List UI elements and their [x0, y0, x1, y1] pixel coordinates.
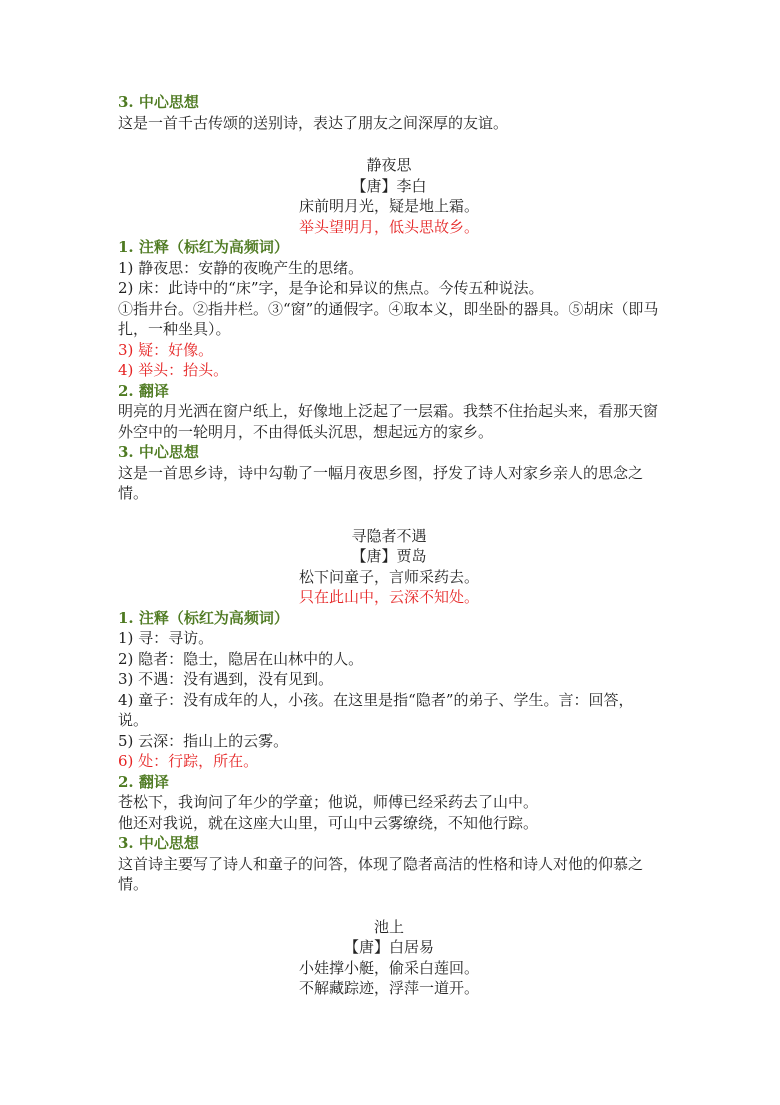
document-content: [118, 92, 660, 999]
note-item: 6) 处：行踪，所在。: [118, 752, 259, 770]
poem-block: [118, 155, 660, 504]
note-item: 2) 隐者：隐士，隐居在山林中的人。: [118, 649, 364, 668]
note-item: 4) 举头：抬头。: [118, 361, 229, 379]
notes-heading: 1. 注释（标红为高频词）: [118, 238, 289, 256]
poem-highlight-line: 只在此山中，云深不知处。: [298, 588, 479, 606]
poem-block: [118, 917, 660, 999]
note-item: 3) 不遇：没有遇到，没有见到。: [118, 670, 334, 688]
poem-block: [118, 526, 660, 895]
poem-title: 寻隐者不遇: [351, 526, 427, 545]
poem-title: 池上: [373, 917, 404, 936]
translation-text: 明亮的月光洒在窗户纸上，好像地上泛起了一层霜。我禁不住抬起头来，看那天窗外空中的一轮明月，不由得低头沉思，想起远方的家乡。: [118, 402, 659, 441]
poem-author: 【唐】贾岛: [351, 547, 427, 565]
section-heading: 3. 中心思想: [118, 93, 199, 111]
theme-text: 这是一首千古传颂的送别诗，表达了朋友之间深厚的友谊。: [118, 113, 509, 132]
notes-heading: 1. 注释（标红为高频词）: [118, 608, 289, 627]
translation-heading: 2. 翻译: [118, 381, 169, 400]
theme-text: 这首诗主要写了诗人和童子的问答，体现了隐者高洁的性格和诗人对他的仰慕之情。: [118, 854, 644, 893]
poem-line: 松下问童子，言师采药去。: [298, 567, 479, 586]
translation-text: 他还对我说，就在这座大山里，可山中云雾缭绕，不知他行踪。: [118, 813, 539, 832]
poem-author: 【唐】白居易: [343, 938, 434, 956]
theme-heading: 3. 中心思想: [118, 834, 199, 852]
theme-text: 这是一首思乡诗，诗中勾勒了一幅月夜思乡图，抒发了诗人对家乡亲人的思念之情。: [118, 463, 644, 502]
poem-line: 床前明月光，疑是地上霜。: [298, 197, 479, 215]
note-item: 4) 童子：没有成年的人，小孩。在这里是指“隐者”的弟子、学生。言：回答，说。: [118, 690, 634, 729]
note-item: 5) 云深：指山上的云雾。: [118, 731, 289, 750]
note-item: ①指井台。②指井栏。③“窗”的通假字。④取本义，即坐卧的器具。⑤胡床（即马扎，一种坐具）。: [118, 299, 659, 338]
poem-line: 不解藏踪迹，浮萍一道开。: [298, 979, 479, 997]
translation-heading: 2. 翻译: [118, 772, 169, 791]
poem-highlight-line: 举头望明月，低头思故乡。: [298, 217, 479, 236]
note-item: 2) 床：此诗中的“床”字，是争论和异议的焦点。今传五种说法。: [118, 279, 544, 297]
poem-line: 小娃撑小艇，偷采白莲回。: [298, 958, 479, 977]
note-item: 1) 静夜思：安静的夜晚产生的思绪。: [118, 258, 364, 277]
poem-title: 静夜思: [366, 156, 412, 174]
theme-heading: 3. 中心思想: [118, 443, 199, 461]
translation-text: 苍松下，我询问了年少的学童；他说，师傅已经采药去了山中。: [118, 793, 539, 811]
note-item: 3) 疑：好像。: [118, 340, 214, 359]
note-item: 1) 寻：寻访。: [118, 629, 214, 647]
poem-author: 【唐】李白: [351, 176, 427, 195]
